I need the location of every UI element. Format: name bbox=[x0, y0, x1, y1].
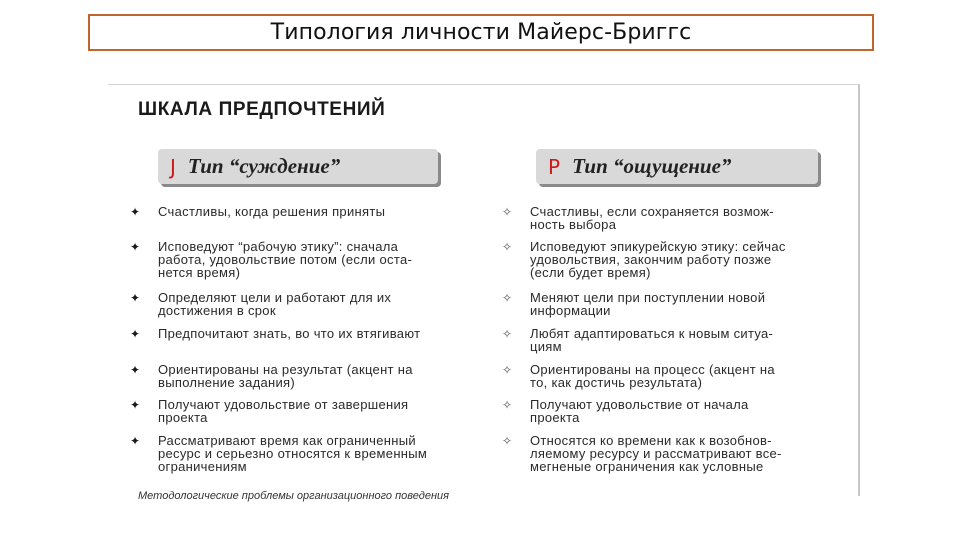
list-item-text: Относятся ко времени как к возобнов- ляемому ресурсу и рассматривают все- мегненые ограничения как условные bbox=[530, 433, 782, 474]
judging-type-box bbox=[158, 149, 438, 184]
outline-star-bullet-icon: ✧ bbox=[502, 327, 513, 341]
outline-star-bullet-icon: ✧ bbox=[502, 363, 513, 377]
judging-type-label: Тип “суждение” bbox=[187, 154, 341, 178]
list-item-text: Исповедуют “рабочую этику”: сначала работа, удовольствие потом (если оста- нется время) bbox=[158, 239, 413, 280]
scale-heading: ШКАЛА ПРЕДПОЧТЕНИЙ bbox=[138, 99, 386, 120]
list-item-text: Ориентированы на результат (акцент на выполнение задания) bbox=[158, 362, 413, 390]
list-item-text: Меняют цели при поступлении новой информации bbox=[530, 290, 766, 318]
list-item-text: Счастливы, когда решения приняты bbox=[158, 204, 386, 219]
title-box bbox=[88, 14, 874, 51]
list-item-text: Ориентированы на процесс (акцент на то, как достичь результата) bbox=[530, 362, 775, 390]
outline-star-bullet-icon: ✧ bbox=[502, 205, 513, 219]
filled-star-bullet-icon: ✦ bbox=[130, 363, 141, 377]
perceiving-type-label: Тип “ощущение” bbox=[572, 154, 732, 178]
list-item bbox=[130, 363, 460, 389]
filled-star-bullet-icon: ✦ bbox=[130, 327, 141, 341]
perceiving-type-box bbox=[536, 149, 818, 184]
filled-star-bullet-icon: ✦ bbox=[130, 240, 141, 254]
filled-star-bullet-icon: ✦ bbox=[130, 205, 141, 219]
list-item bbox=[130, 434, 460, 473]
list-item bbox=[502, 398, 832, 424]
list-item-text: Определяют цели и работают для их достижения в срок bbox=[158, 290, 392, 318]
list-item-text: Исповедуют эпикурейскую этику: сейчас удовольствия, закончим работу позже (если будет время) bbox=[530, 239, 786, 280]
perceiving-letter: P bbox=[548, 154, 561, 179]
filled-star-bullet-icon: ✦ bbox=[130, 291, 141, 305]
list-item-text: Рассматривают время как ограниченный ресурс и серьезно относятся к временным ограничениям bbox=[158, 433, 428, 474]
list-item bbox=[502, 240, 832, 279]
outline-star-bullet-icon: ✧ bbox=[502, 291, 513, 305]
list-item bbox=[130, 398, 460, 424]
source-caption: Методологические проблемы организационного поведения bbox=[138, 490, 449, 502]
list-item bbox=[130, 291, 460, 317]
list-item-text: Получают удовольствие от завершения проекта bbox=[158, 397, 409, 425]
scanned-figure bbox=[108, 84, 860, 502]
list-item bbox=[502, 205, 832, 231]
list-item-text: Счастливы, если сохраняется возмож- ность выбора bbox=[530, 204, 774, 232]
filled-star-bullet-icon: ✦ bbox=[130, 398, 141, 412]
judging-letter: J bbox=[170, 154, 176, 179]
list-item bbox=[502, 291, 832, 317]
list-item-text: Получают удовольствие от начала проекта bbox=[530, 397, 749, 425]
filled-star-bullet-icon: ✦ bbox=[130, 434, 141, 448]
outline-star-bullet-icon: ✧ bbox=[502, 240, 513, 254]
list-item-text: Любят адаптироваться к новым ситуа- циям bbox=[530, 326, 774, 354]
list-item bbox=[130, 327, 460, 341]
list-item bbox=[502, 327, 832, 353]
outline-star-bullet-icon: ✧ bbox=[502, 398, 513, 412]
list-item-text: Предпочитают знать, во что их втягивают bbox=[158, 326, 421, 341]
list-item bbox=[502, 434, 832, 473]
list-item bbox=[130, 205, 460, 219]
list-item bbox=[130, 240, 460, 279]
slide-title: Типология личности Майерс-Бриггс bbox=[270, 20, 692, 45]
list-item bbox=[502, 363, 832, 389]
outline-star-bullet-icon: ✧ bbox=[502, 434, 513, 448]
